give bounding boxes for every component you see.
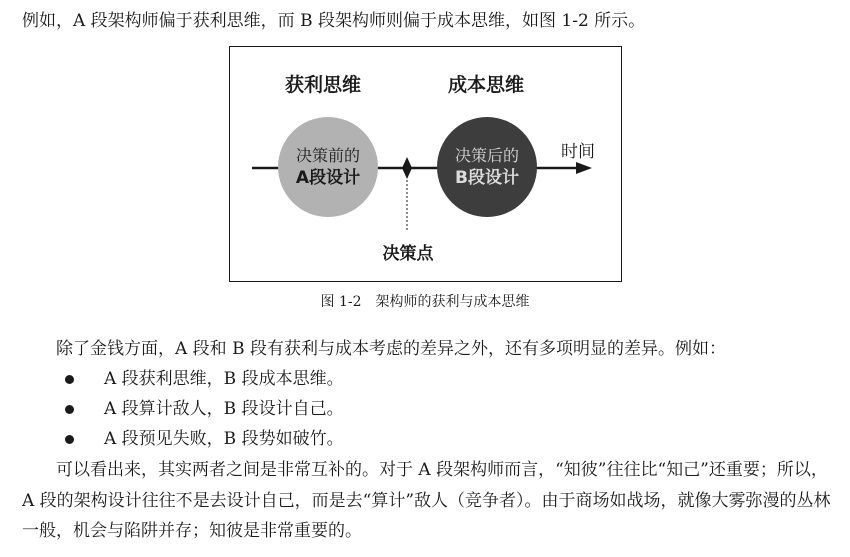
heading-cost-thinking: 成本思维 — [447, 74, 525, 96]
intro-paragraph: 例如，A 段架构师偏于获利思维，而 B 段架构师则偏于成本思维，如图 1-2 所示。 — [22, 11, 646, 31]
circle-a-line2: A段设计 — [295, 168, 361, 188]
heading-profit-thinking: 获利思维 — [284, 74, 362, 96]
bullet-dot-icon — [65, 435, 74, 444]
circle-a-stage — [278, 117, 378, 217]
circle-b-stage — [437, 117, 537, 217]
conclusion-paragraph: 可以看出来，其实两者之间是非常互补的。对于 A 段架构师而言，“知彼”往往比“知己”还重要；所以，A 段的架构设计往往不是去设计自己，而是去“算计”敌人（竞争者）。由于商场如战场，就像大雾弥漫的丛林一般，机会与陷阱并存；知彼是非常重要的。 — [22, 460, 831, 541]
circle-b-line2: B段设计 — [455, 168, 519, 188]
axis-label-time: 时间 — [561, 142, 595, 162]
circle-b-line1: 决策后的 — [454, 146, 520, 165]
figure-diagram — [230, 47, 623, 283]
timeline-arrow-icon — [576, 162, 592, 174]
bullet-text: A 段预见失败，B 段势如破竹。 — [104, 429, 344, 449]
bullet-dot-icon — [65, 405, 74, 414]
bullet-text: A 段算计敌人，B 段设计自己。 — [104, 399, 344, 419]
bullet-text: A 段获利思维，B 段成本思维。 — [104, 369, 344, 389]
main-paragraph: 除了金钱方面，A 段和 B 段有获利与成本考虑的差异之外，还有多项明显的差异。例如： — [56, 339, 726, 359]
circle-a-line1: 决策前的 — [295, 146, 361, 165]
decision-point-diamond-icon — [402, 157, 412, 179]
bullet-dot-icon — [65, 375, 74, 384]
decision-point-label: 决策点 — [382, 244, 434, 264]
figure-1-2 — [229, 46, 622, 282]
figure-caption: 图 1-2 架构师的获利与成本思维 — [320, 294, 530, 310]
